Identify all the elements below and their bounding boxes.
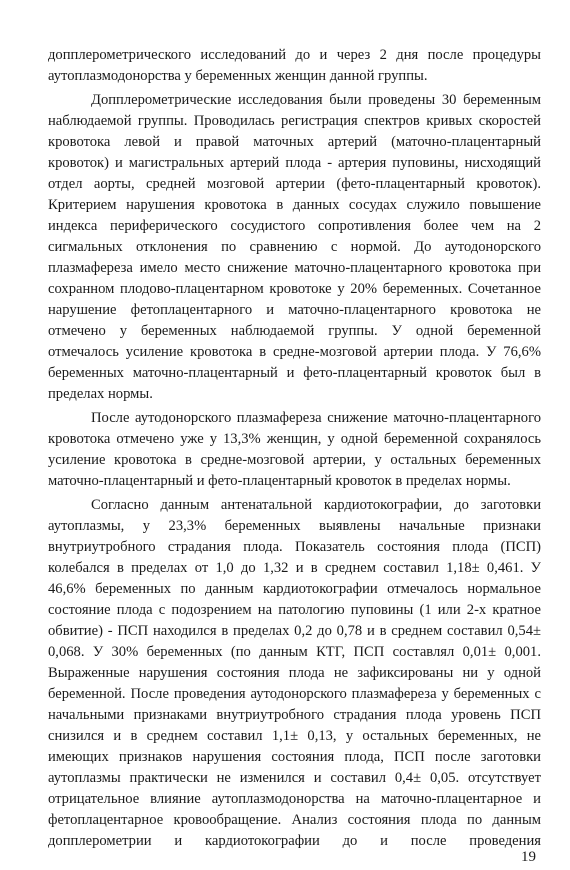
text-line: колебался в пределах от 1,0 до 1,32 и в среднем составил 1,18± 0,461. У (48, 560, 541, 576)
text-line: фетоплацентарное кровообращение. Анализ состояния плода по данным (48, 812, 541, 828)
text-line: нарушение фетоплацентарного и маточно-плацентарного кровотока не (48, 302, 541, 318)
text-line: допплерометрии и кардиотокографии до и после проведения (48, 833, 541, 849)
text-line: кровоток) и магистральных артерий плода - артерия пуповины, нисходящий (48, 155, 541, 171)
text-line: пределах нормы. (48, 386, 153, 402)
text-line: сигмальных отклонения по сравнению с нормой. До аутодонорского (48, 239, 541, 255)
text-line: отмечено у беременных наблюдаемой группы. У одной беременной (48, 323, 541, 339)
text-line: обвитие) - ПСП находился в пределах 0,2 до 0,78 и в среднем составил 0,54± (48, 623, 541, 639)
page-number: 19 (521, 849, 536, 865)
text-line: аутоплазмы практически не изменился и составил 0,4± 0,05. отсутствует (48, 770, 541, 786)
text-line: 0,068. У 30% беременных (по данным КТГ, ПСП составлял 0,01± 0,001. (48, 644, 541, 660)
text-line: отрицательное влияние аутоплазмодонорства на маточно-плацентарное и (48, 791, 541, 807)
text-line: имеющих признаков нарушения состояния плода, ПСП после заготовки (48, 749, 541, 765)
text-line: наблюдаемой группы. Проводилась регистрация спектров кривых скоростей (48, 113, 541, 129)
text-line: индекса периферического сосудистого сопротивления более чем на 2 (48, 218, 541, 234)
text-line: снизился и в среднем составил 1,1± 0,13, у остальных беременных, не (48, 728, 541, 744)
text-line: Критерием нарушения кровотока в данных сосудах служило повышение (48, 197, 541, 213)
text-line: беременной. После проведения аутодонорского плазмафереза у беременных с (48, 686, 541, 702)
text-line: начальными признаками внутриутробного страдания плода уровень ПСП (48, 707, 541, 723)
text-line: Выраженные нарушения состояния плода не зафиксированы ни у одной (48, 665, 541, 681)
text-line: сохранном плодово-плацентарном кровотоке у 20% беременных. Сочетанное (48, 281, 541, 297)
text-line: кровотока отмечено уже у 13,3% женщин, у одной беременной сохранялось (48, 431, 541, 447)
text-line: беременных маточно-плацентарный и фето-плацентарный кровоток был в (48, 365, 541, 381)
text-line: аутоплазмы, у 23,3% беременных выявлены начальные признаки (48, 518, 541, 534)
text-line: аутоплазмодонорства у беременных женщин данной группы. (48, 68, 428, 84)
paragraph-first-line: Согласно данным антенатальной кардиотокографии, до заготовки (91, 497, 541, 513)
text-line: допплерометрического исследований до и через 2 дня после процедуры (48, 47, 541, 63)
text-line: кровотока левой и правой маточных артерий (маточно-плацентарный (48, 134, 541, 150)
text-line: плазмафереза имело место снижение маточно-плацентарного кровотока при (48, 260, 541, 276)
text-line: состояние плода с подозрением на патологию пуповины (1 или 2-х кратное (48, 602, 541, 618)
text-line: внутриутробного страдания плода. Показатель состояния плода (ПСП) (48, 539, 541, 555)
text-line: отдел аорты, средней мозговой артерии (фето-плацентарный кровоток). (48, 176, 541, 192)
text-line: отмечалось усиление кровотока в средне-мозговой артерии плода. У 76,6% (48, 344, 541, 360)
text-line: усиление кровотока в средне-мозговой артерии, у остальных беременных (48, 452, 541, 468)
text-line: маточно-плацентарный и фето-плацентарный кровоток в пределах нормы. (48, 473, 511, 489)
text-line: 46,6% беременных по данным кардиотокографии отмечалось нормальное (48, 581, 541, 597)
paragraph-first-line: После аутодонорского плазмафереза снижение маточно-плацентарного (91, 410, 541, 426)
paragraph-first-line: Допплерометрические исследования были проведены 30 беременным (91, 92, 541, 108)
